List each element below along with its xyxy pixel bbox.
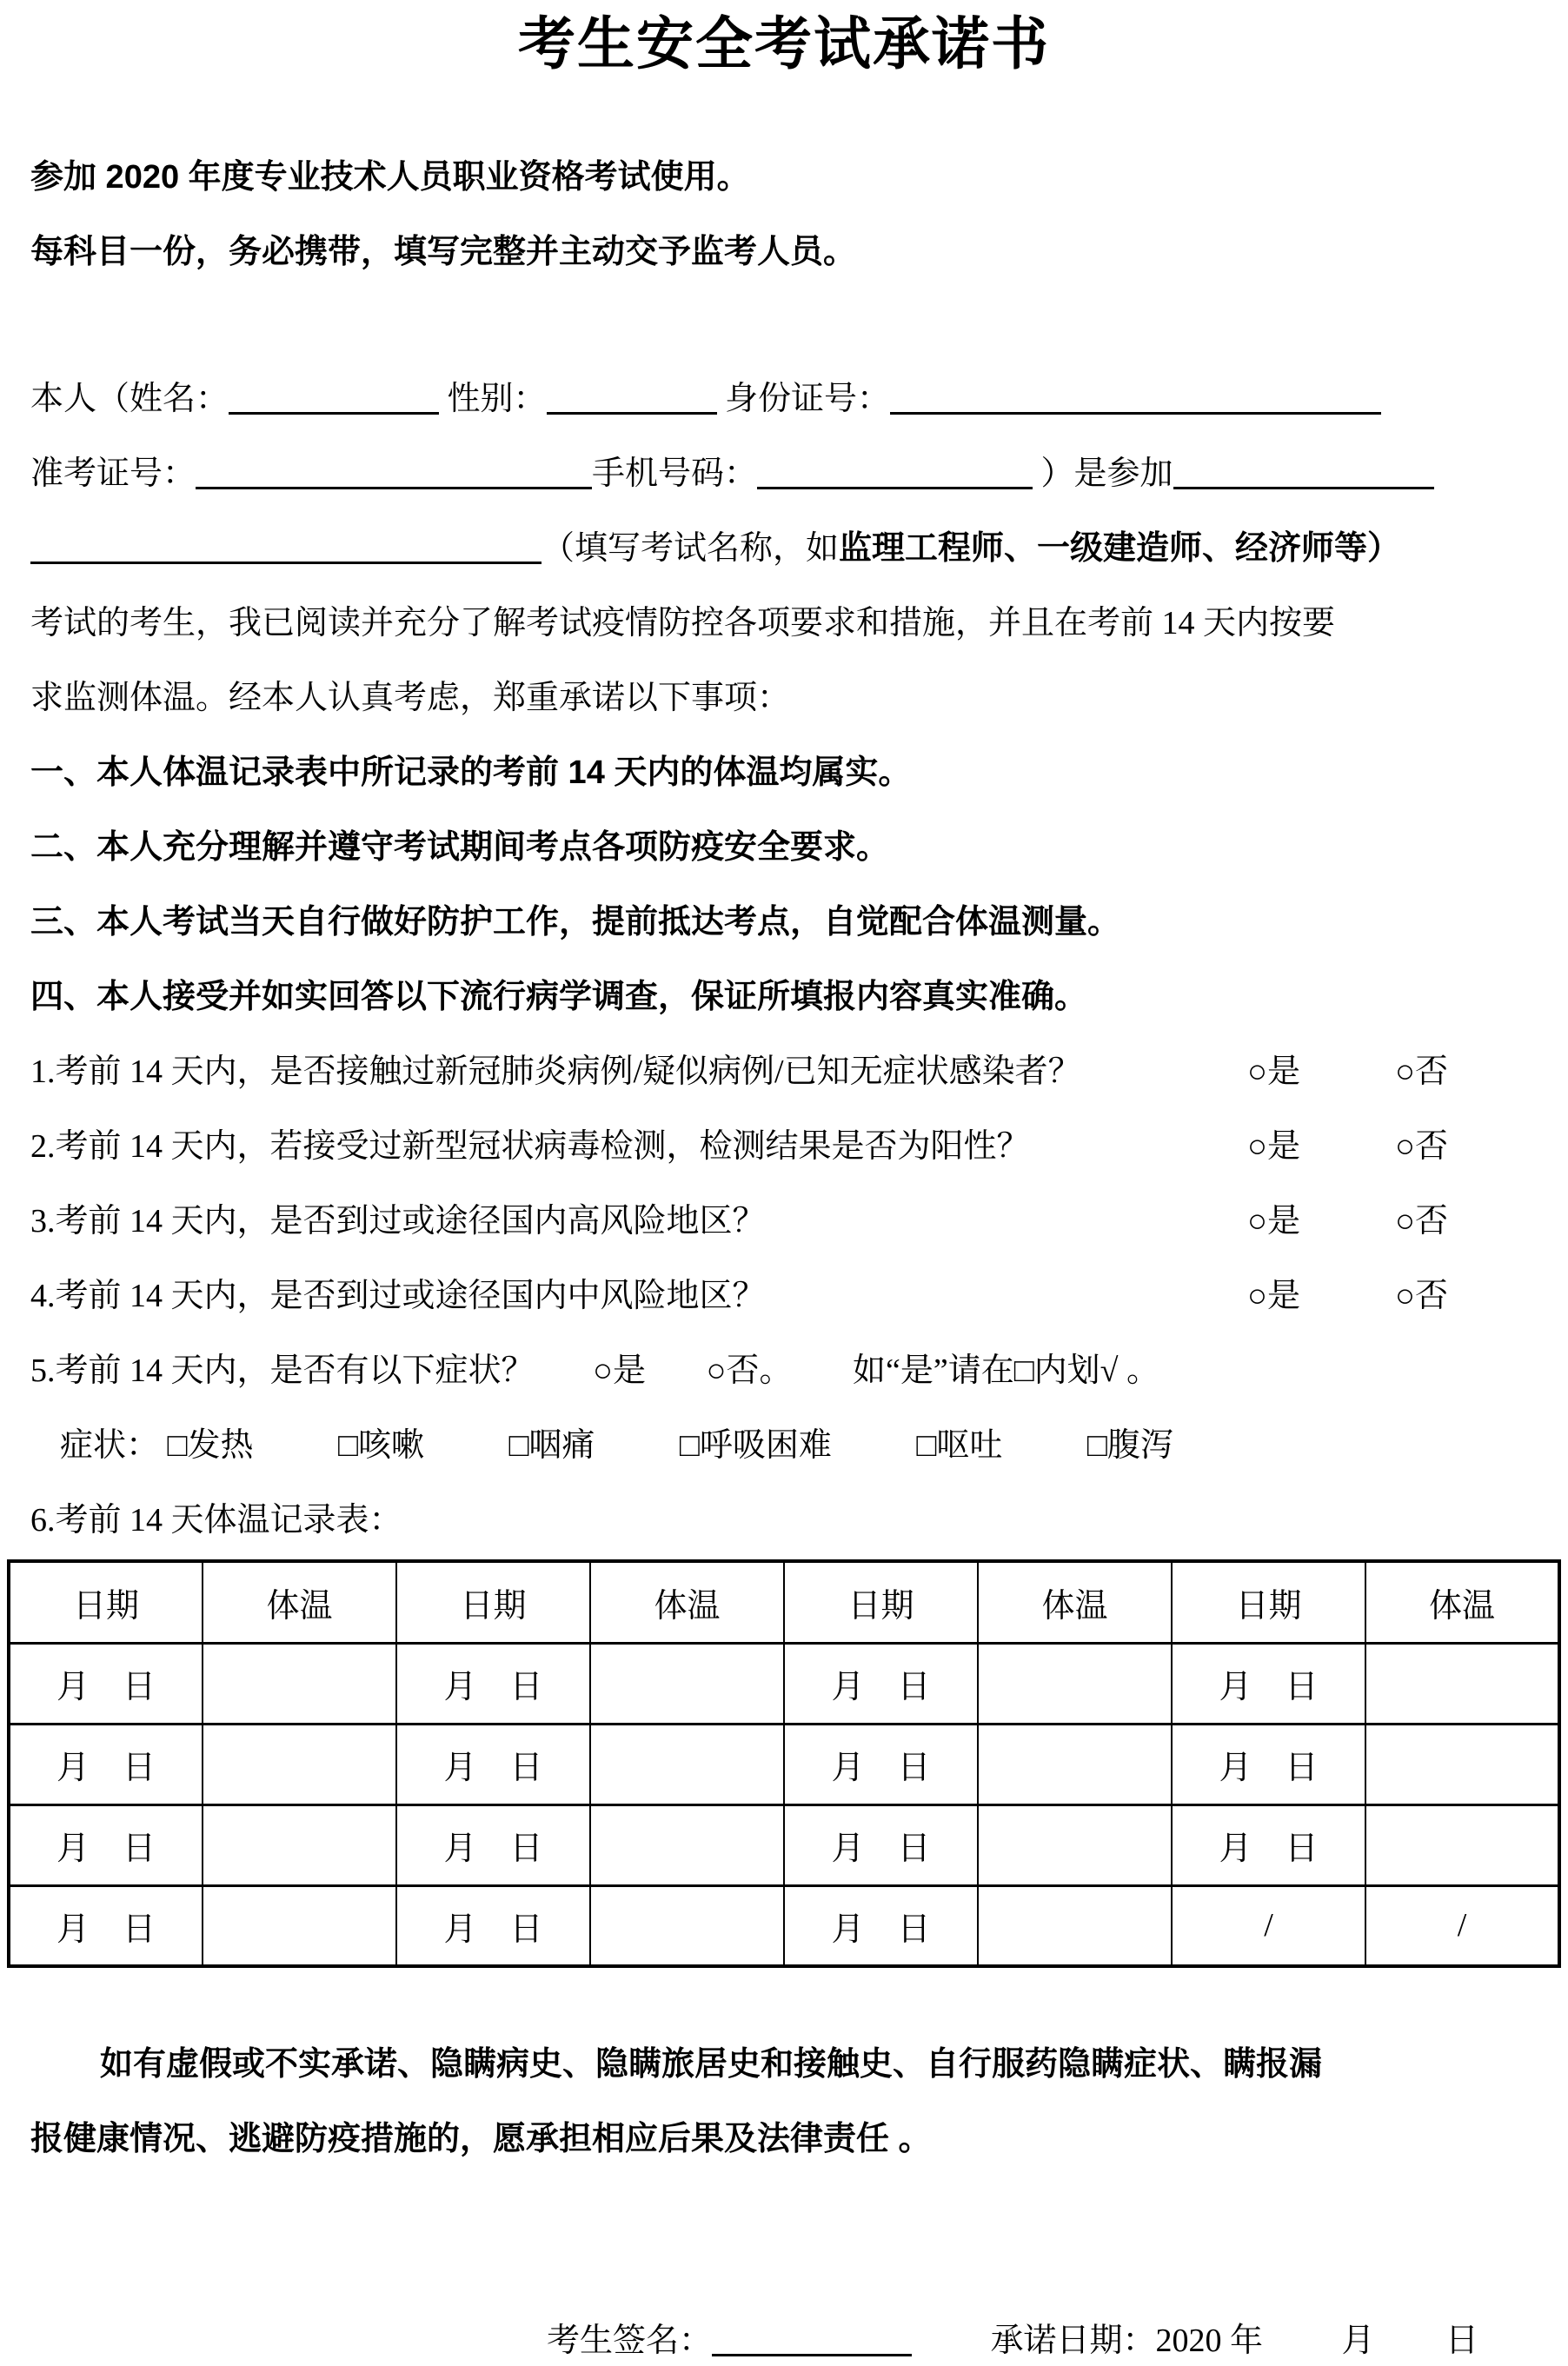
radio-label-yes: 是 [1266, 1128, 1300, 1165]
checkbox-icon: □ [916, 1427, 937, 1464]
radio-option-no-5[interactable] [706, 1352, 759, 1389]
pledge-item-1: 一、本人体温记录表中所记录的考前 14 天内的体温均属实。 [30, 754, 912, 791]
pledge-month-label: 月 [1341, 2323, 1375, 2359]
question-row-5 [30, 1333, 1538, 1408]
gender-field-label: 性别： [447, 381, 547, 417]
date-cell[interactable]: 月 日 [9, 1885, 203, 1966]
radio-label-no: 否 [1414, 1203, 1448, 1239]
radio-option-no-2[interactable] [1395, 1109, 1448, 1184]
gender-blank[interactable] [547, 407, 717, 415]
radio-option-yes-4[interactable] [1247, 1259, 1300, 1333]
question-text-3: 3.考前 14 天内，是否到过或途径国内高风险地区？ [30, 1203, 766, 1239]
pledge-paragraph-line-1: 考试的考生，我已阅读并充分了解考试疫情防控各项要求和措施，并且在考前 14 天内按要 [30, 605, 1336, 641]
temp-cell[interactable] [203, 1643, 396, 1724]
table-header-cell: 体温 [590, 1561, 784, 1643]
signature-blank[interactable] [712, 2349, 912, 2356]
date-cell[interactable]: 月 日 [9, 1643, 203, 1724]
radio-icon: ○ [1247, 1053, 1267, 1090]
temp-cell[interactable] [978, 1724, 1172, 1804]
question-row-4 [30, 1259, 1538, 1333]
temp-cell[interactable] [203, 1724, 396, 1804]
table-header-row [9, 1561, 1559, 1643]
radio-icon: ○ [1395, 1128, 1415, 1165]
radio-icon: ○ [1395, 1203, 1415, 1239]
id-field-label: 身份证号： [725, 381, 891, 417]
table-header-cell: 体温 [203, 1561, 396, 1643]
symptoms-label: 症状： [60, 1427, 160, 1464]
radio-label-no: 否 [1414, 1278, 1448, 1314]
radio-icon: ○ [1395, 1278, 1415, 1314]
signature-label: 考生签名： [547, 2323, 713, 2359]
signature-row [30, 2303, 1538, 2366]
symptom-label: 腹泻 [1106, 1427, 1173, 1464]
name-blank[interactable] [229, 407, 439, 415]
date-cell[interactable]: 月 日 [9, 1804, 203, 1885]
radio-icon: ○ [1247, 1203, 1267, 1239]
radio-label-yes: 是 [1266, 1053, 1300, 1090]
symptom-checkbox-vomit[interactable] [916, 1408, 1002, 1483]
name-field-label: 本人（姓名： [30, 381, 229, 417]
symptom-label: 咽痛 [528, 1427, 595, 1464]
symptoms-row [30, 1408, 1538, 1483]
question-text-5: 5.考前 14 天内，是否有以下症状？ [30, 1352, 535, 1389]
temp-cell[interactable] [590, 1643, 784, 1724]
table-row [9, 1804, 1559, 1885]
question-row-6: 6.考前 14 天体温记录表： [30, 1502, 402, 1539]
pledge-item-2: 二、本人充分理解并遵守考试期间考点各项防疫安全要求。 [30, 829, 890, 866]
temp-cell[interactable] [1365, 1643, 1559, 1724]
temp-cell[interactable] [1365, 1724, 1559, 1804]
phone-blank[interactable] [757, 482, 1033, 489]
temp-cell[interactable] [1365, 1804, 1559, 1885]
question-row-1 [30, 1034, 1538, 1109]
radio-label-yes: 是 [612, 1352, 646, 1389]
temp-cell[interactable] [978, 1804, 1172, 1885]
form-line-identity [30, 362, 1538, 436]
date-cell[interactable]: 月 日 [784, 1804, 978, 1885]
symptom-checkbox-diarrhea[interactable] [1087, 1408, 1173, 1483]
pledge-paragraph-line-2: 求监测体温。经本人认真考虑，郑重承诺以下事项： [30, 680, 791, 716]
temp-cell[interactable] [590, 1724, 784, 1804]
symptom-label: 呕吐 [936, 1427, 1003, 1464]
closing-line-2: 报健康情况、逃避防疫措施的，愿承担相应后果及法律责任 。 [30, 2121, 932, 2157]
date-cell[interactable]: 月 日 [396, 1804, 590, 1885]
radio-option-yes-1[interactable] [1247, 1034, 1300, 1109]
date-cell[interactable]: 月 日 [784, 1885, 978, 1966]
pledge-day-label: 日 [1445, 2323, 1479, 2359]
table-row [9, 1724, 1559, 1804]
pledge-date-label: 承诺日期：2020 年 [990, 2323, 1264, 2359]
closing-line-1: 如有虚假或不实承诺、隐瞒病史、隐瞒旅居史和接触史、自行服药隐瞒症状、瞒报漏 [100, 2046, 1323, 2083]
table-header-cell: 日期 [9, 1561, 203, 1643]
symptom-label: 发热 [187, 1427, 254, 1464]
q5-period: 。 [759, 1352, 793, 1389]
exam-note-examples: 监理工程师、一级建造师、经济师等） [839, 530, 1401, 567]
table-header-cell: 日期 [1172, 1561, 1365, 1643]
date-cell[interactable]: 月 日 [1172, 1643, 1365, 1724]
radio-option-yes-2[interactable] [1247, 1109, 1300, 1184]
exam-name-blank-1[interactable] [1173, 482, 1434, 489]
radio-icon: ○ [1247, 1278, 1267, 1314]
symptom-checkbox-breathing[interactable] [680, 1408, 832, 1483]
table-row [9, 1643, 1559, 1724]
intro-line-2: 每科目一份，务必携带，填写完整并主动交予监考人员。 [30, 234, 857, 270]
temp-cell[interactable] [203, 1885, 396, 1966]
exam-name-blank-2[interactable] [30, 556, 541, 564]
join-label: ）是参加 [1040, 455, 1173, 492]
radio-icon: ○ [1247, 1128, 1267, 1165]
checkbox-icon: □ [1086, 1427, 1107, 1464]
radio-label-no: 否 [1414, 1128, 1448, 1165]
checkbox-icon: □ [167, 1427, 188, 1464]
date-cell[interactable]: 月 日 [784, 1724, 978, 1804]
ticket-field-label: 准考证号： [30, 455, 196, 492]
table-header-cell: 日期 [396, 1561, 590, 1643]
temp-cell[interactable] [203, 1804, 396, 1885]
date-cell[interactable]: 月 日 [396, 1724, 590, 1804]
temp-cell[interactable] [978, 1643, 1172, 1724]
symptom-label: 咳嗽 [357, 1427, 424, 1464]
temp-cell[interactable] [978, 1885, 1172, 1966]
temp-cell[interactable] [590, 1885, 784, 1966]
form-line-exam-name [30, 511, 1538, 586]
checkbox-icon: □ [337, 1427, 358, 1464]
date-cell[interactable]: 月 日 [1172, 1804, 1365, 1885]
pledge-item-4: 四、本人接受并如实回答以下流行病学调查，保证所填报内容真实准确。 [30, 979, 1088, 1015]
intro-line-1: 参加 2020 年度专业技术人员职业资格考试使用。 [30, 159, 750, 196]
question-text-1: 1.考前 14 天内，是否接触过新冠肺炎病例/疑似病例/已知无症状感染者？ [30, 1053, 1081, 1090]
date-cell[interactable]: 月 日 [784, 1643, 978, 1724]
table-header-cell: 体温 [1365, 1561, 1559, 1643]
radio-label-yes: 是 [1266, 1203, 1300, 1239]
radio-label-yes: 是 [1266, 1278, 1300, 1314]
q5-note: 如“是”请在□内划√ 。 [852, 1352, 1160, 1389]
radio-option-yes-3[interactable] [1247, 1184, 1300, 1259]
table-row [9, 1885, 1559, 1966]
symptom-checkbox-sorethroat[interactable] [508, 1408, 595, 1483]
radio-label-no: 否 [1414, 1053, 1448, 1090]
radio-icon: ○ [706, 1352, 727, 1389]
radio-option-no-3[interactable] [1395, 1184, 1448, 1259]
checkbox-icon: □ [679, 1427, 700, 1464]
symptom-label: 呼吸困难 [699, 1427, 832, 1464]
temp-cell[interactable] [590, 1804, 784, 1885]
pledge-item-3: 三、本人考试当天自行做好防护工作，提前抵达考点，自觉配合体温测量。 [30, 904, 1121, 940]
radio-label-no: 否 [726, 1352, 760, 1389]
slash-cell: / [1172, 1885, 1365, 1966]
id-number-blank[interactable] [890, 407, 1381, 415]
checkbox-icon: □ [508, 1427, 529, 1464]
date-cell[interactable]: 月 日 [396, 1643, 590, 1724]
ticket-number-blank[interactable] [196, 482, 592, 489]
slash-cell: / [1365, 1885, 1559, 1966]
radio-option-yes-5[interactable] [593, 1352, 646, 1389]
table-header-cell: 体温 [978, 1561, 1172, 1643]
phone-field-label: 手机号码： [592, 455, 758, 492]
radio-option-no-1[interactable] [1395, 1034, 1448, 1109]
exam-note-label: （填写考试名称，如 [541, 530, 840, 567]
date-cell[interactable]: 月 日 [396, 1885, 590, 1966]
symptom-checkbox-fever[interactable] [168, 1408, 254, 1483]
symptom-checkbox-cough[interactable] [338, 1408, 424, 1483]
date-cell[interactable]: 月 日 [9, 1724, 203, 1804]
question-row-2 [30, 1109, 1538, 1184]
table-header-cell: 日期 [784, 1561, 978, 1643]
radio-icon: ○ [593, 1352, 613, 1389]
page-title: 考生安全考试承诺书 [518, 11, 1050, 76]
radio-icon: ○ [1395, 1053, 1415, 1090]
date-cell[interactable]: 月 日 [1172, 1724, 1365, 1804]
question-row-3 [30, 1184, 1538, 1259]
question-text-2: 2.考前 14 天内，若接受过新型冠状病毒检测，检测结果是否为阳性？ [30, 1128, 1030, 1165]
question-text-4: 4.考前 14 天内，是否到过或途径国内中风险地区？ [30, 1278, 766, 1314]
form-line-ticket [30, 436, 1538, 511]
radio-option-no-4[interactable] [1395, 1259, 1448, 1333]
temperature-record-table [7, 1559, 1561, 1968]
